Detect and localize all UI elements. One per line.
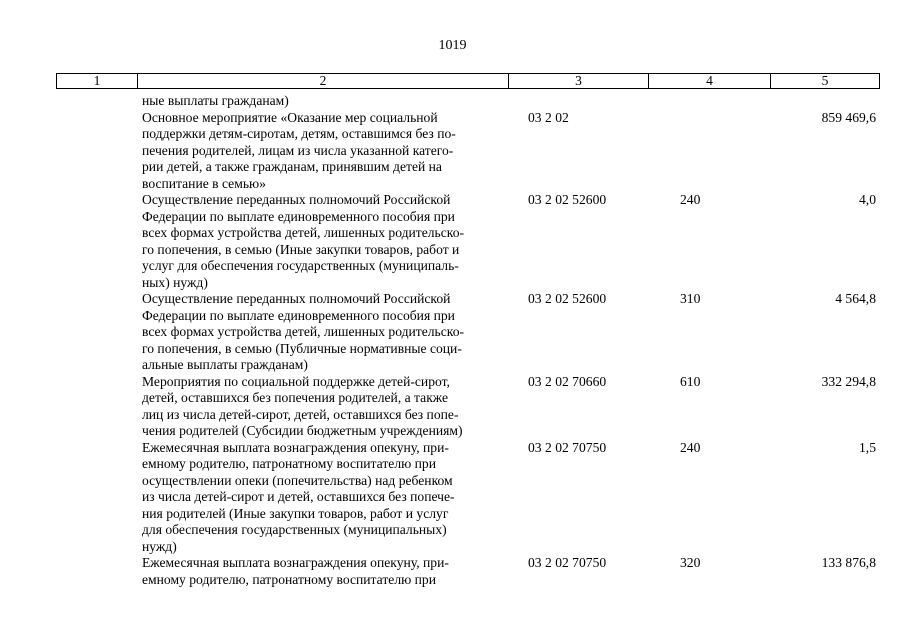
description-line: услуг для обеспечения государственных (муниципаль- [142,258,459,273]
row-expense-type: 310 [680,291,701,306]
row-description [137,555,518,588]
description-line: альные выплаты гражданам) [142,357,308,372]
description-line: поддержки детям-сиротам, детям, оставшимся без по- [142,126,456,141]
row-description [137,291,518,374]
column-header-2: 2 [138,74,509,89]
row-code: 03 2 02 70750 [528,439,607,455]
description-line: Осуществление переданных полномочий Российской [142,291,451,306]
description-line: Мероприятия по социальной поддержке детей-сирот, [142,373,450,389]
table-row [56,440,879,556]
page-number: 1019 [438,38,467,53]
table-row [56,93,879,110]
description-line: го попечения, в семью (Иные закупки товаров, работ и [142,241,460,257]
column-header-1: 1 [57,74,138,89]
description-line: лиц из числа детей-сирот, детей, оставшихся без попе- [142,406,459,422]
description-line: нужд) [142,538,177,554]
row-description [137,440,518,556]
description-line: осуществлении опеки (попечительства) над ребенком [142,472,453,488]
description-line: Осуществление переданных полномочий Российской [142,192,451,207]
column-header-row [57,74,880,89]
row-expense-type: 320 [680,555,701,570]
row-amount: 4 564,8 [835,291,876,306]
column-header-3: 3 [509,74,649,89]
description-line: печения родителей, лицам из числа указанной катего- [142,142,454,158]
description-line: ных) нужд) [142,274,208,290]
description-line: Ежемесячная выплата вознаграждения опекуну, при- [142,555,449,570]
row-description [137,374,518,440]
description-line: всех формах устройства детей, лишенных родительско- [142,225,465,240]
description-line: Ежемесячная выплата вознаграждения опекуну, при- [142,439,449,455]
description-line: ния родителей (Иные закупки товаров, работ и услуг [142,505,449,521]
description-line: емному родителю, патронатному воспитателю при [142,456,437,471]
row-code: 03 2 02 70750 [528,555,607,570]
description-line: всех формах устройства детей, лишенных родительско- [142,324,465,339]
column-header-4: 4 [649,74,771,89]
row-code: 03 2 02 [528,109,569,125]
row-expense-type: 240 [680,439,701,455]
table-row [56,374,879,440]
column-header-5: 5 [771,74,880,89]
description-line: чения родителей (Субсидии бюджетным учреждениям) [142,423,463,438]
description-line: рии детей, а также гражданам, принявшим детей на [142,159,442,174]
budget-table-body [56,93,879,588]
row-code: 03 2 02 70660 [528,373,607,389]
row-description [137,93,518,110]
description-line: детей, оставшихся без попечения родителей, а также [142,390,449,405]
row-amount: 859 469,6 [821,109,876,125]
row-amount: 4,0 [859,192,876,207]
description-line: воспитание в семью» [142,175,266,191]
table-row [56,555,879,588]
description-line: ные выплаты гражданам) [142,93,289,108]
row-amount: 1,5 [859,439,876,455]
description-line: Федерации по выплате единовременного пособия при [142,208,455,224]
row-expense-type: 240 [680,192,701,207]
description-line: емному родителю, патронатному воспитателю при [142,571,437,587]
row-code: 03 2 02 52600 [528,192,607,207]
row-amount: 332 294,8 [821,373,876,389]
description-line: го попечения, в семью (Публичные нормативные соци- [142,340,462,356]
table-row [56,192,879,291]
column-header-table [56,73,880,89]
description-line: для обеспечения государственных (муниципальных) [142,522,447,537]
table-row [56,110,879,193]
row-description [137,110,518,193]
table-row [56,291,879,374]
description-line: Основное мероприятие «Оказание мер социальной [142,109,438,125]
description-line: из числа детей-сирот и детей, оставшихся без попече- [142,489,455,504]
row-code: 03 2 02 52600 [528,291,607,306]
row-expense-type: 610 [680,373,701,389]
row-amount: 133 876,8 [821,555,876,570]
row-description [137,192,518,291]
description-line: Федерации по выплате единовременного пособия при [142,307,455,323]
